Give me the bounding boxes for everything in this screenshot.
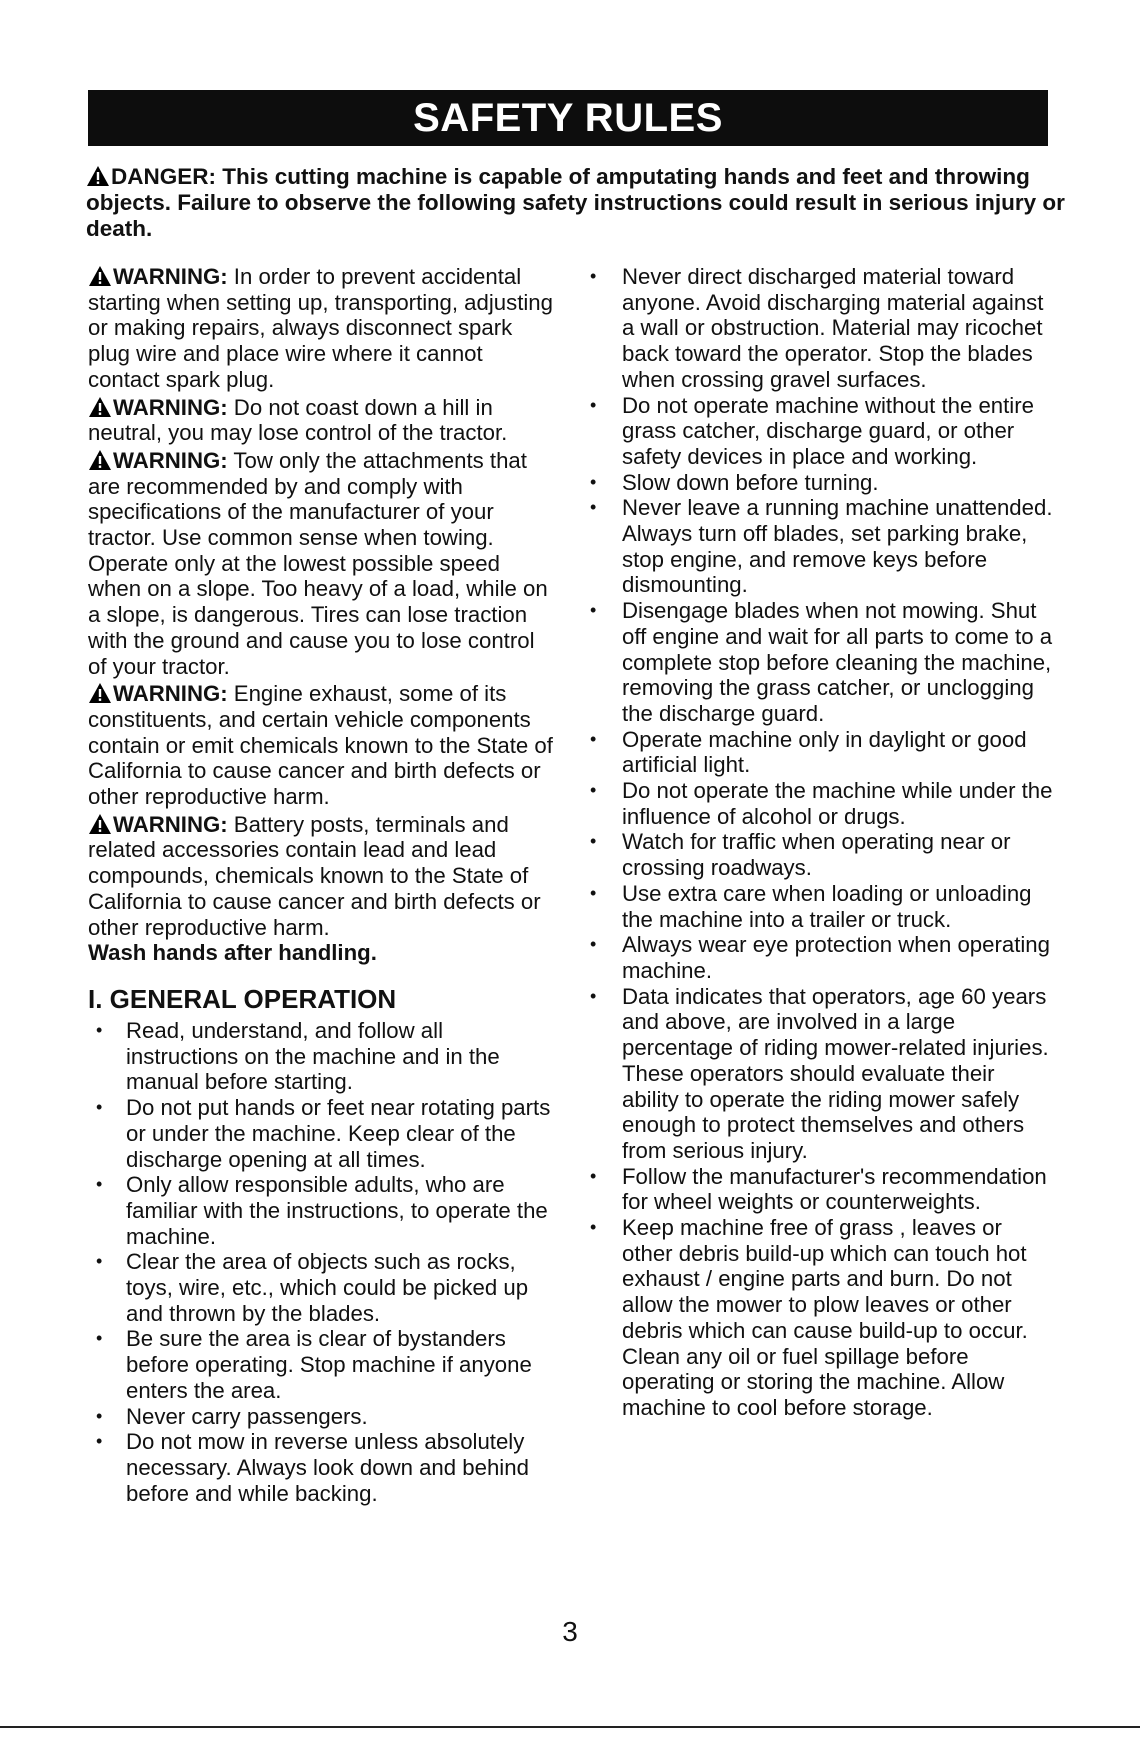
bullet-icon: • bbox=[96, 1328, 103, 1349]
warning-2 bbox=[88, 395, 553, 446]
bullet-icon: • bbox=[96, 1405, 103, 1426]
wash-hands-emphasis: Wash hands after handling. bbox=[88, 940, 377, 966]
bullet-icon: • bbox=[590, 985, 597, 1006]
left-column bbox=[88, 264, 553, 1506]
bullet-icon: • bbox=[590, 394, 597, 415]
warning-label: WARNING: bbox=[113, 811, 228, 837]
list-item: • Read, understand, and follow all instructions on the machine and in the manual before starting. bbox=[96, 1017, 500, 1095]
warning-label: WARNING: bbox=[113, 447, 228, 473]
bullet-icon: • bbox=[590, 780, 597, 801]
page-number: 3 bbox=[562, 1616, 578, 1647]
list-item: • Do not operate machine without the entire grass catcher, discharge guard, or other safety devices in place and working. bbox=[590, 392, 1034, 469]
bullet-icon: • bbox=[590, 831, 597, 852]
list-item: • Never leave a running machine unattended. Always turn off blades, set parking brake, stop engine, and remove keys before dismounting. bbox=[590, 495, 1053, 598]
warning-5 bbox=[88, 812, 553, 966]
list-item: • Operate machine only in daylight or good artificial light. bbox=[590, 726, 1027, 778]
list-item: • Never carry passengers. bbox=[96, 1403, 368, 1429]
list-item: • Watch for traffic when operating near or crossing roadways. bbox=[590, 829, 1011, 881]
safety-alert-icon bbox=[88, 682, 112, 704]
bullet-icon: • bbox=[590, 728, 597, 749]
bullet-icon: • bbox=[96, 1431, 103, 1452]
safety-alert-icon bbox=[86, 165, 110, 187]
bullet-icon: • bbox=[96, 1251, 103, 1272]
bullet-icon: • bbox=[590, 1165, 597, 1186]
warning-4 bbox=[88, 681, 553, 810]
warning-text: Battery posts, terminals and related accessories contain lead and lead compounds, chemicals known to the State of California to cause cancer and birth defects or other reproductive harm. bbox=[88, 811, 541, 940]
list-item: • Clear the area of objects such as rocks, toys, wire, etc., which could be picked up and thrown by the blades. bbox=[96, 1249, 529, 1326]
general-operation-list-left bbox=[88, 1018, 553, 1506]
warning-label: WARNING: bbox=[113, 394, 228, 420]
list-item: • Do not mow in reverse unless absolutely necessary. Always look down and behind before and while backing. bbox=[96, 1429, 529, 1506]
bullet-icon: • bbox=[590, 882, 597, 903]
danger-text: This cutting machine is capable of amputating hands and feet and throwing objects. Failure to observe the following safety instructions could result in serious injury or death. bbox=[86, 164, 1065, 241]
safety-alert-icon bbox=[88, 449, 112, 471]
bullet-icon: • bbox=[590, 600, 597, 621]
danger-label: DANGER: bbox=[111, 164, 216, 189]
bullet-icon: • bbox=[96, 1097, 103, 1118]
bullet-icon: • bbox=[590, 471, 597, 492]
right-column bbox=[582, 264, 1057, 1421]
warning-text: In order to prevent accidental starting when setting up, transporting, adjusting or making repairs, always disconnect spark plug wire and place wire where it cannot contact spark plug. bbox=[88, 264, 553, 392]
list-item: • Never direct discharged material toward anyone. Avoid discharging material against a wall or obstruction. Material may ricochet back toward the operator. Stop the blades when crossing gravel surfaces. bbox=[590, 264, 1044, 392]
list-item: • Disengage blades when not mowing. Shut off engine and wait for all parts to come to a complete stop before cleaning the machine, removing the grass catcher, or unclogging the discharge guard. bbox=[590, 598, 1053, 726]
list-item: • Follow the manufacturer's recommendation for wheel weights or counterweights. bbox=[590, 1163, 1047, 1215]
list-item: • Do not operate the machine while under the influence of alcohol or drugs. bbox=[590, 778, 1053, 829]
list-item: • Only allow responsible adults, who are familiar with the instructions, to operate the machine. bbox=[96, 1172, 548, 1249]
bullet-icon: • bbox=[96, 1019, 103, 1040]
bullet-icon: • bbox=[590, 1217, 597, 1238]
list-item: • Data indicates that operators, age 60 years and above, are involved in a large percentage of riding mower-related injuries. These operators should evaluate their ability to operate the riding mower safely enough to protect themselves and others from serious injury. bbox=[590, 983, 1049, 1163]
list-item: • Be sure the area is clear of bystanders before operating. Stop machine if anyone enters the area. bbox=[96, 1326, 532, 1403]
bullet-icon: • bbox=[590, 266, 597, 286]
list-item: • Do not put hands or feet near rotating parts or under the machine. Keep clear of the discharge opening at all times. bbox=[96, 1095, 551, 1172]
list-item: • Use extra care when loading or unloading the machine into a trailer or truck. bbox=[590, 880, 1032, 932]
section-heading: I. GENERAL OPERATION bbox=[88, 983, 397, 1014]
safety-alert-icon bbox=[88, 813, 112, 835]
list-item: • Always wear eye protection when operating machine. bbox=[590, 932, 1050, 983]
warning-label: WARNING: bbox=[113, 681, 228, 707]
warning-text: Engine exhaust, some of its constituents, and certain vehicle components contain or emit chemicals known to the State of California to cause cancer and birth defects or other reproductive harm. bbox=[88, 681, 553, 810]
bullet-icon: • bbox=[590, 497, 597, 518]
warning-3 bbox=[88, 448, 553, 679]
warning-text: Do not coast down a hill in neutral, you may lose control of the tractor. bbox=[88, 394, 508, 446]
warning-1 bbox=[88, 264, 553, 393]
list-item: • Keep machine free of grass , leaves or other debris build-up which can touch hot exhaust / engine parts and burn. Do not allow the mower to plow leaves or other debris which can cause build-up to occur. Clean any oil or fuel spillage before operating or storing the machine. Allow machine to cool before storage. bbox=[590, 1215, 1028, 1420]
warning-text: Tow only the attachments that are recommended by and comply with specifications of the manufacturer of your tractor. Use common sense when towing. Operate only at the lowest possible speed when on a slope. Too heavy of a load, while on a slope, is dangerous. Tires can lose traction with the ground and cause you to lose control of your tractor. bbox=[88, 447, 548, 679]
bullet-icon: • bbox=[590, 934, 597, 955]
list-item: • Slow down before turning. bbox=[590, 469, 879, 495]
page-title: SAFETY RULES bbox=[88, 90, 1048, 146]
bullet-icon: • bbox=[96, 1174, 103, 1195]
safety-alert-icon bbox=[88, 265, 112, 287]
safety-alert-icon bbox=[88, 396, 112, 418]
bottom-divider bbox=[0, 1726, 1140, 1728]
danger-notice bbox=[86, 164, 1066, 242]
warning-label: WARNING: bbox=[113, 264, 228, 289]
general-operation-list-right bbox=[582, 264, 1057, 1421]
